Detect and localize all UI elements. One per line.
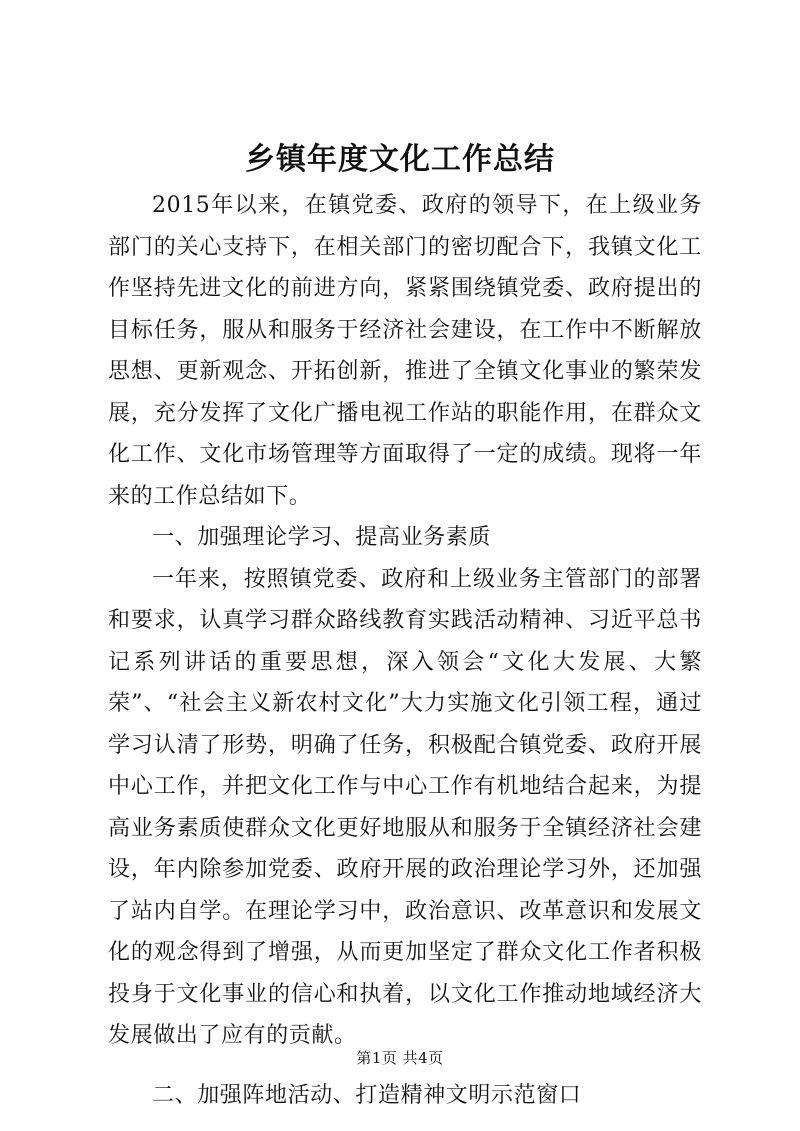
section-heading-2: 二、加强阵地活动、打造精神文明示范窗口	[152, 1082, 582, 1108]
section-1-paragraph: 一年来，按照镇党委、政府和上级业务主管部门的部署和要求，认真学习群众路线教育实践活动精神、习近平总书记系列讲话的重要思想，深入领会“文化大发展、大繁荣”、“社会主义新农村文化”大力实施文化引领工程，通过学习认清了形势，明确了任务，积极配合镇党委、政府开展中心工作，并把文化工作与中心工作有机地结合起来，为提高业务素质使群众文化更好地服从和服务于全镇经济社会建设，年内除参加党委、政府开展的政治理论学习外，还加强了站内自学。在理论学习中，政治意识、改革意识和发展文化的观念得到了增强，从而更加坚定了群众文化工作者积极投身于文化事业的信心和执着，以文化工作推动地域经济大发展做出了应有的贡献。	[108, 566, 702, 1048]
page-number: 第1页 共4页	[356, 1049, 444, 1067]
document-title: 乡镇年度文化工作总结	[245, 142, 555, 177]
document-body	[108, 185, 702, 1116]
intro-paragraph: 2015年以来，在镇党委、政府的领导下，在上级业务部门的关心支持下，在相关部门的密切配合下，我镇文化工作坚持先进文化的前进方向，紧紧围绕镇党委、政府提出的目标任务，服从和服务于经济社会建设，在工作中不断解放思想、更新观念、开拓创新，推进了全镇文化事业的繁荣发展，充分发挥了文化广播电视工作站的职能作用，在群众文化工作、文化市场管理等方面取得了一定的成绩。现将一年来的工作总结如下。	[108, 193, 702, 509]
section-heading-1: 一、加强理论学习、提高业务素质	[152, 525, 492, 550]
